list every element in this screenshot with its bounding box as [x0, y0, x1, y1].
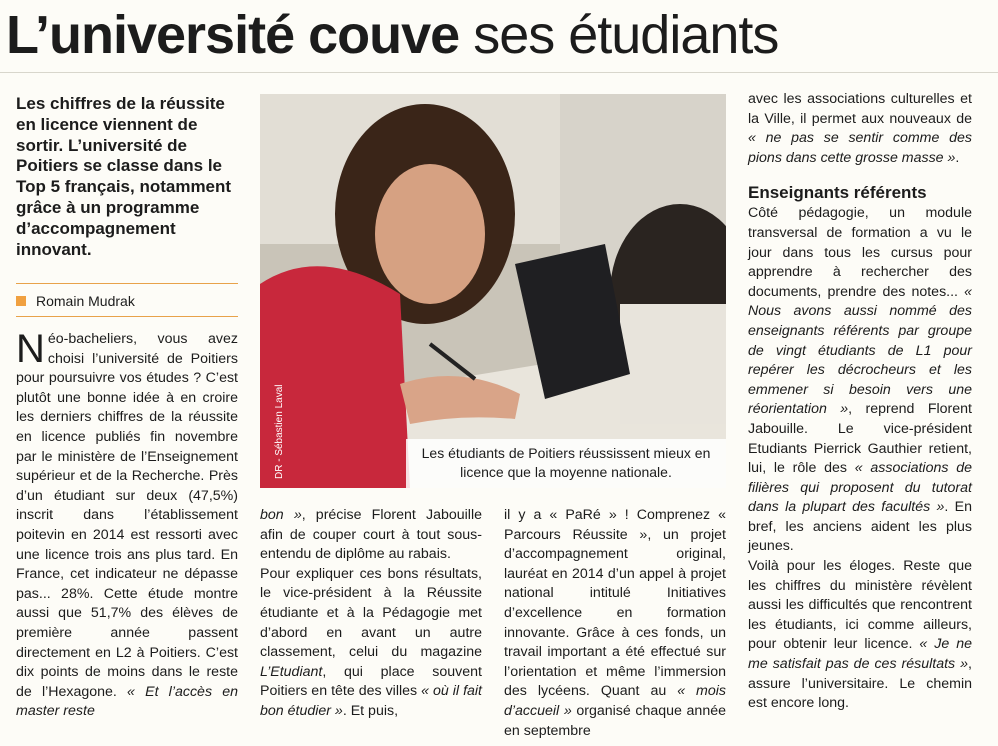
col4-p1-text: Côté pédagogie, un module transversal de formation a vu le jour dans tous les cursus pour apprendre à rechercher des documents, prendre des notes...	[748, 205, 972, 300]
drop-cap: N	[16, 327, 45, 371]
article-photo	[260, 94, 726, 488]
col2-text-4: . Et puis,	[342, 702, 399, 719]
headline-light: ses étudiants	[473, 5, 779, 65]
article-column-4	[748, 90, 972, 714]
col4-p2-text: Voilà pour les éloges. Reste que les chiffres du ministère révèlent aussi les difficultés que rencontrent les étudiants, ici comme ailleurs, pour obtenir leur licence.	[748, 558, 972, 653]
photo-caption: Les étudiants de Poitiers réussissent mieux en licence que la moyenne nationale.	[406, 439, 726, 488]
col1-text: éo-bacheliers, vous avez choisi l’université de Poitiers pour poursuivre vos études ? C’est plutôt une bonne idée à en croire les derniers chiffres de la réussite en licence publiés fin novembre par le ministère de l’Enseignement supérieur et de la Recherche. Près d’un étudiant sur deux (47,5%) inscrit dans l’établissement poitevin en 2014 est ressorti avec une licence trois ans plus tard. En France, cet indicateur ne dépasse pas... 28%. Cette étude montre aussi que 51,7% des élèves de première année passent directement en L2 à Poitiers. C’est dix points de moins dans le reste de l’Hexagone.	[16, 331, 238, 700]
col1-paragraph	[16, 327, 238, 722]
col2-quote-2: « où il fait bon étudier »	[260, 683, 482, 719]
lead-paragraph: Les chiffres de la réussite en licence viennent de sortir. L’université de Poitiers se classe dans le Top 5 français, notamment grâce à un programme d’accompagnement innovant.	[16, 94, 232, 259]
article-column-1	[16, 327, 238, 722]
col2-paragraph-2	[260, 565, 482, 722]
col2-paragraph-1	[260, 506, 482, 565]
col2-text-1: , précise Florent Jabouille afin de couper court à tout sous-entendu de diplôme au rabais.	[260, 507, 482, 563]
col2-quote-1: bon »	[260, 507, 302, 523]
col2-text-2: Pour expliquer ces bons résultats, le vice-président à la Réussite étudiante et à la Pédagogie met d’abord en avant un autre classement, celui du magazine	[260, 565, 482, 661]
col2-magazine: L’Etudiant	[260, 663, 323, 680]
byline-square-icon	[16, 296, 26, 306]
col3-text-1: il y a « PaRé » ! Comprenez « Parcours Réussite », un projet d’accompagnement original, lauréat en 2014 d’un appel à projet national intitulé Initiatives d’excellence en formation innovante. Grâce à ces fonds, un travail important a été effectué sur l’orientation et même l’immersion des lycéens. Quant au	[504, 507, 726, 700]
students-photo-illustration	[260, 94, 726, 488]
col1-end-quote: « Et l’accès en master reste	[16, 683, 238, 720]
col3-quote: « mois d’accueil »	[504, 683, 726, 719]
col4-top-text: avec les associations culturelles et la Ville, il permet aux nouveaux de	[748, 91, 972, 127]
headline	[6, 2, 996, 68]
author-rule-top	[16, 283, 238, 284]
headline-bold: L’université couve	[6, 5, 460, 65]
col4-paragraph-1	[748, 204, 972, 557]
author-name: Romain Mudrak	[36, 293, 135, 309]
article-column-2	[260, 506, 482, 722]
article-column-3	[504, 506, 726, 741]
author-byline	[16, 292, 135, 310]
col4-p2-text-2: , assure l’universitaire. Le chemin est encore long.	[748, 656, 972, 712]
author-rule-bottom	[16, 316, 238, 317]
col2-text-3: , qui place souvent Poitiers en tête des villes	[260, 663, 482, 700]
col4-p2-quote: « Je ne me satisfait pas de ces résultats »	[748, 636, 972, 673]
col4-p1-quote: « Nous avons aussi nommé des enseignants référents par groupe de vingt étudiants de L1 pour repérer les décrocheurs et les emmener si besoin vers une réorientation »	[748, 283, 972, 418]
col4-top-quote: « ne pas se sentir comme des pions dans cette grosse masse »	[748, 130, 972, 166]
col4-paragraph-2	[748, 557, 972, 714]
col4-p1-text-3: . En bref, les anciens aident les plus jeunes.	[748, 499, 972, 555]
section-subhead: Enseignants référents	[748, 183, 927, 203]
col4-top-paragraph	[748, 90, 972, 168]
col4-p1-quote-2: « associations de filières qui proposent du tutorat dans la plupart des facultés »	[748, 460, 972, 516]
col3-text-2: organisé chaque année en septembre	[504, 702, 726, 739]
photo-credit: DR - Sébastien Laval	[274, 384, 285, 479]
col3-paragraph	[504, 506, 726, 741]
headline-rule	[0, 72, 998, 73]
col4-top-end: .	[955, 149, 960, 166]
col4-p1-text-2: , reprend Florent Jabouille. Le vice-président Etudiants Pierrick Gauthier retient, lui, le rôle des	[748, 401, 972, 477]
